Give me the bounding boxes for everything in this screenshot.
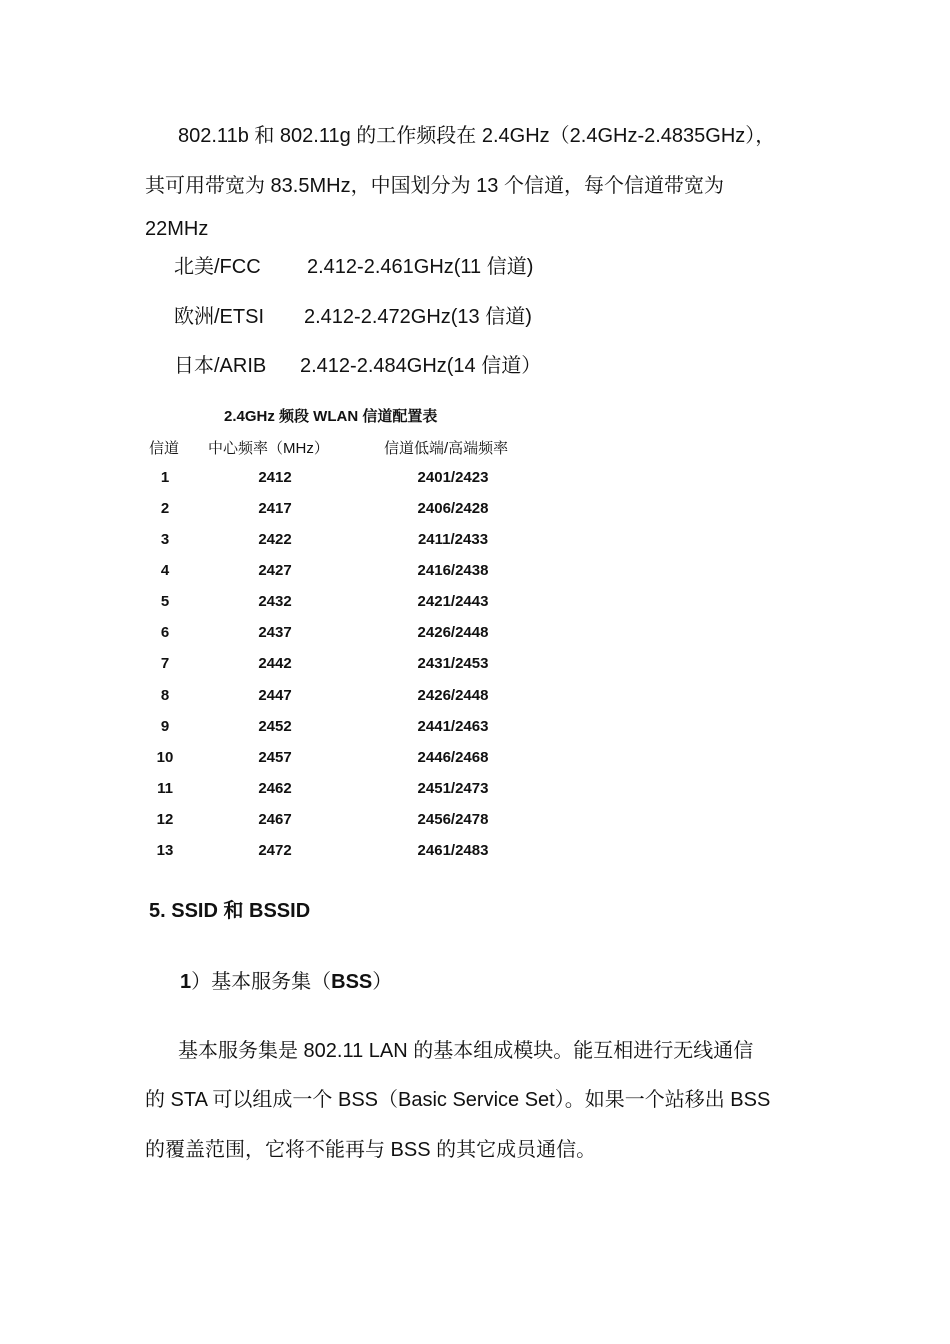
table-row <box>0 500 600 522</box>
table-row <box>0 593 600 615</box>
table-row <box>0 469 600 491</box>
cell-range: 2401/2423 <box>417 469 489 486</box>
cell-range: 2426/2448 <box>417 624 489 641</box>
table-row <box>0 749 600 771</box>
table-row <box>0 718 600 740</box>
header-channel: 信道 <box>149 440 180 457</box>
region-range-eu: 2.412-2.472GHz(13 信道) <box>304 306 532 328</box>
cell-center: 2412 <box>258 469 292 486</box>
paragraph-line-3: 的覆盖范围，它将不能再与 BSS 的其它成员通信。 <box>145 1139 597 1161</box>
paragraph-line-1: 基本服务集是 802.11 LAN 的基本组成模块。能互相进行无线通信 <box>178 1040 754 1062</box>
cell-range: 2461/2483 <box>417 842 489 859</box>
cell-channel: 2 <box>160 500 170 517</box>
cell-center: 2472 <box>258 842 292 859</box>
table-row <box>0 531 600 553</box>
table-title: 2.4GHz 频段 WLAN 信道配置表 <box>224 408 438 425</box>
header-center-frequency: 中心频率（MHz） <box>208 440 329 457</box>
cell-center: 2442 <box>258 655 292 672</box>
table-row <box>0 780 600 802</box>
cell-range: 2456/2478 <box>417 811 489 828</box>
cell-range: 2406/2428 <box>417 500 489 517</box>
cell-range: 2426/2448 <box>417 687 489 704</box>
cell-center: 2452 <box>258 718 292 735</box>
cell-channel: 5 <box>160 593 170 610</box>
cell-channel: 9 <box>160 718 170 735</box>
cell-channel: 3 <box>160 531 170 548</box>
cell-center: 2427 <box>258 562 292 579</box>
cell-range: 2441/2463 <box>417 718 489 735</box>
cell-range: 2451/2473 <box>417 780 489 797</box>
cell-range: 2421/2443 <box>417 593 489 610</box>
subsection-number: 1 <box>180 971 192 993</box>
subsection-text-b: ） <box>372 971 393 993</box>
region-range-na: 2.412-2.461GHz(11 信道) <box>307 256 534 278</box>
cell-range: 2446/2468 <box>417 749 489 766</box>
cell-channel: 10 <box>156 749 174 766</box>
cell-range: 2411/2433 <box>417 531 489 548</box>
intro-line-3: 22MHz <box>145 218 209 240</box>
header-frequency-range: 信道低端/高端频率 <box>384 440 509 457</box>
region-name-jp: 日本/ARIB <box>174 355 267 377</box>
cell-center: 2447 <box>258 687 292 704</box>
cell-channel: 13 <box>156 842 174 859</box>
cell-channel: 4 <box>160 562 170 579</box>
cell-center: 2462 <box>258 780 292 797</box>
cell-center: 2457 <box>258 749 292 766</box>
table-row <box>0 624 600 646</box>
cell-center: 2432 <box>258 593 292 610</box>
intro-line-1: 802.11b 和 802.11g 的工作频段在 2.4GHz（2.4GHz-2.4835GHz）， <box>178 125 776 147</box>
subsection-text-a: ）基本服务集（ <box>191 971 332 993</box>
intro-line-2: 其可用带宽为 83.5MHz，中国划分为 13 个信道，每个信道带宽为 <box>145 175 724 197</box>
cell-center: 2467 <box>258 811 292 828</box>
cell-range: 2416/2438 <box>417 562 489 579</box>
cell-channel: 12 <box>156 811 174 828</box>
table-row <box>0 811 600 833</box>
cell-channel: 7 <box>160 655 170 672</box>
region-name-eu: 欧洲/ETSI <box>174 306 265 328</box>
table-row <box>0 842 600 864</box>
region-range-jp: 2.412-2.484GHz(14 信道） <box>300 355 542 377</box>
subsection-heading <box>180 965 392 994</box>
cell-channel: 8 <box>160 687 170 704</box>
region-name-na: 北美/FCC <box>174 256 261 278</box>
cell-center: 2422 <box>258 531 292 548</box>
table-row <box>0 687 600 709</box>
section-heading: 5. SSID 和 BSSID <box>149 900 311 922</box>
cell-center: 2437 <box>258 624 292 641</box>
subsection-bold: BSS <box>331 971 373 993</box>
cell-channel: 1 <box>160 469 170 486</box>
cell-channel: 6 <box>160 624 170 641</box>
cell-range: 2431/2453 <box>417 655 489 672</box>
table-row <box>0 562 600 584</box>
paragraph-line-2: 的 STA 可以组成一个 BSS（Basic Service Set）。如果一个站移出 BSS <box>145 1089 771 1111</box>
table-row <box>0 655 600 677</box>
cell-channel: 11 <box>157 780 173 797</box>
cell-center: 2417 <box>258 500 292 517</box>
